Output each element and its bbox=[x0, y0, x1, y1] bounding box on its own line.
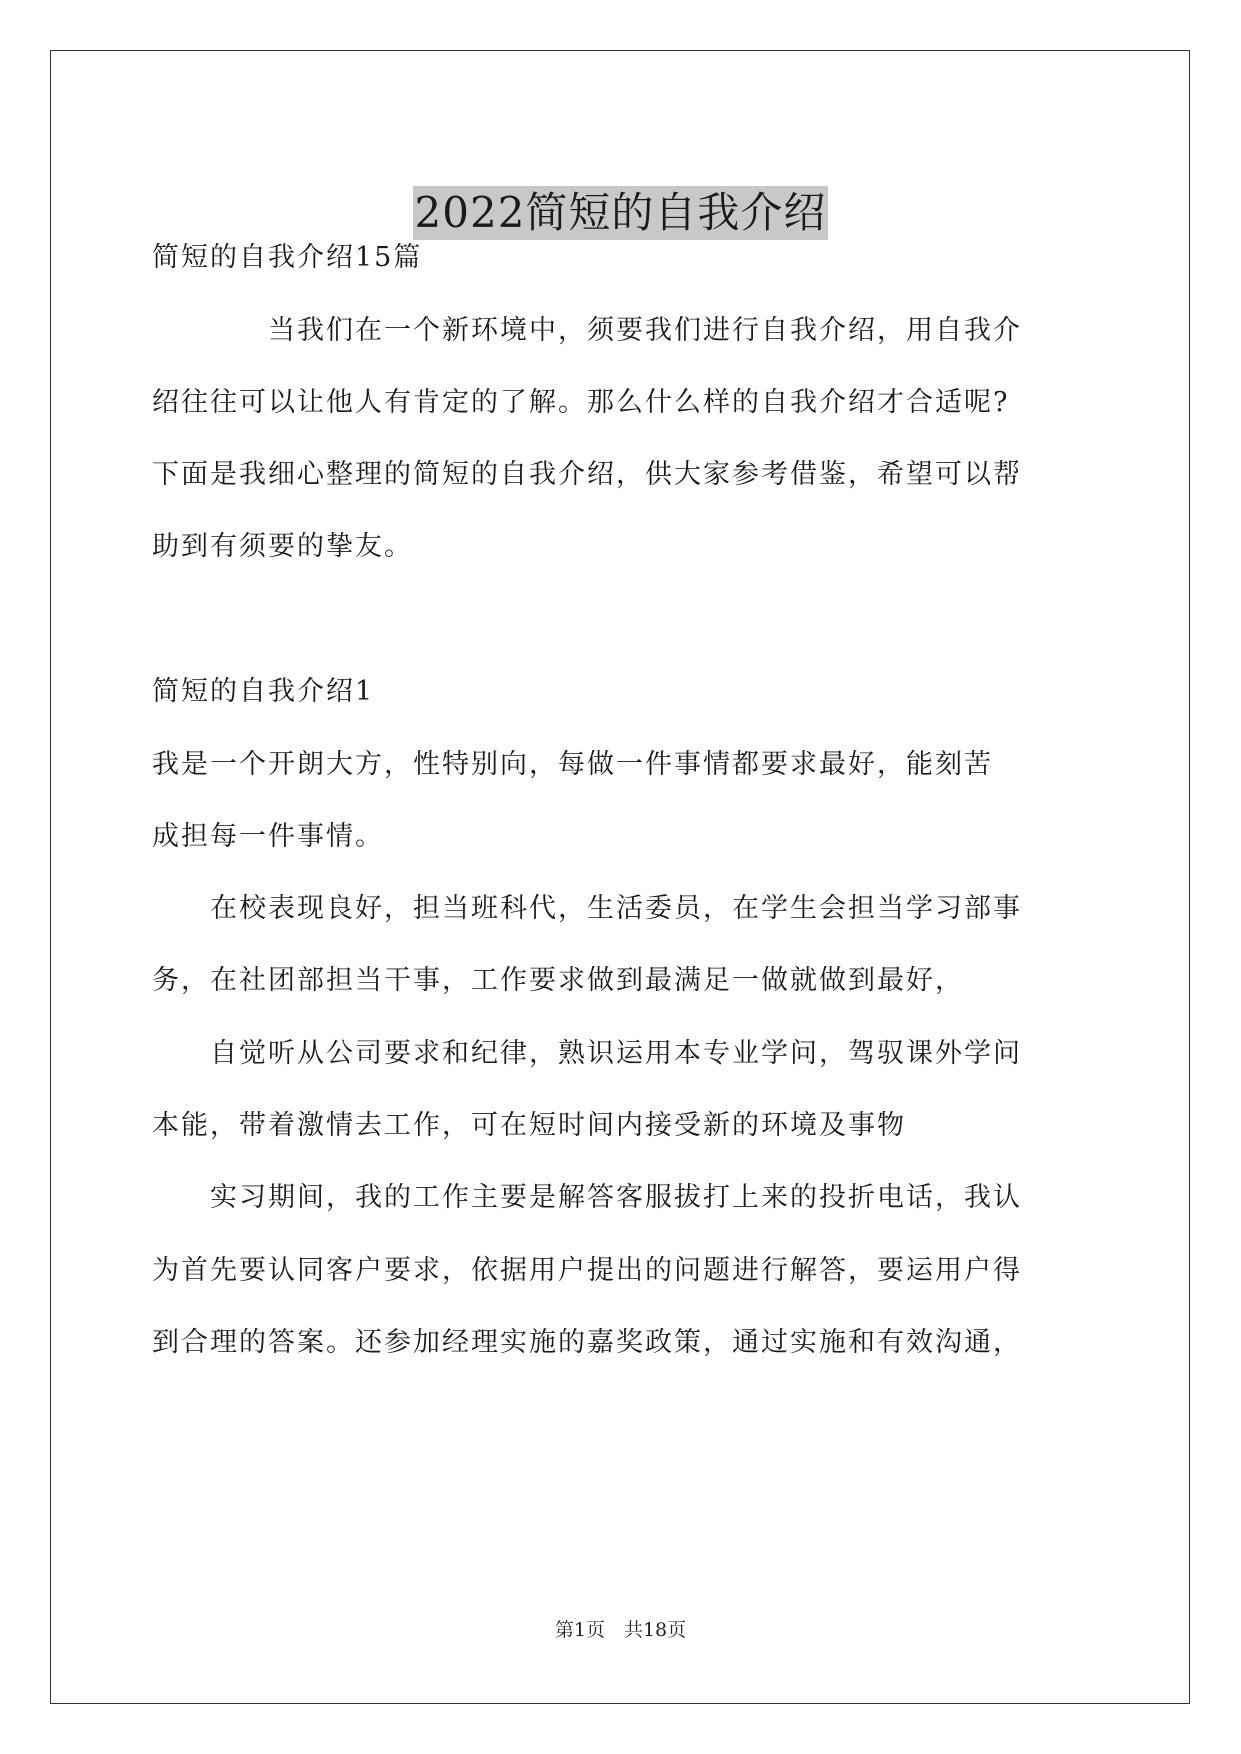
document-title: 2022简短的自我介绍 bbox=[413, 186, 829, 240]
section-heading: 简短的自我介绍1 bbox=[152, 676, 375, 707]
intro-line: 绍往往可以让他人有肯定的了解。那么什么样的自我介绍才合适呢? bbox=[152, 387, 1010, 418]
intro-line: 下面是我细心整理的简短的自我介绍，供大家参考借鉴，希望可以帮 bbox=[152, 459, 1022, 490]
body-line: 实习期间，我的工作主要是解答客服拔打上来的投折电话，我认 bbox=[152, 1182, 1022, 1213]
body-line: 到合理的答案。还参加经理实施的嘉奖政策，通过实施和有效沟通， bbox=[152, 1327, 1022, 1358]
body-line: 成担每一件事情。 bbox=[152, 821, 384, 852]
body-line: 自觉听从公司要求和纪律，熟识运用本专业学问，驾驭课外学问 bbox=[152, 1038, 1022, 1069]
body-line: 本能，带着激情去工作，可在短时间内接受新的环境及事物 bbox=[152, 1110, 906, 1141]
page-border bbox=[50, 50, 1190, 1704]
body-line: 为首先要认同客户要求，依据用户提出的问题进行解答，要运用户得 bbox=[152, 1255, 1022, 1286]
body-line: 务，在社团部担当干事，工作要求做到最满足一做就做到最好， bbox=[152, 965, 964, 996]
body-line: 在校表现良好，担当班科代，生活委员，在学生会担当学习部事 bbox=[152, 893, 1022, 924]
body-line: 我是一个开朗大方，性特别向，每做一件事情都要求最好，能刻苦 bbox=[152, 749, 993, 780]
page-number-footer: 第1页 共18页 bbox=[554, 1619, 687, 1641]
intro-line: 助到有须要的挚友。 bbox=[152, 531, 413, 562]
intro-line: 当我们在一个新环境中，须要我们进行自我介绍，用自我介 bbox=[152, 315, 1022, 346]
document-subtitle: 简短的自我介绍15篇 bbox=[152, 242, 423, 273]
